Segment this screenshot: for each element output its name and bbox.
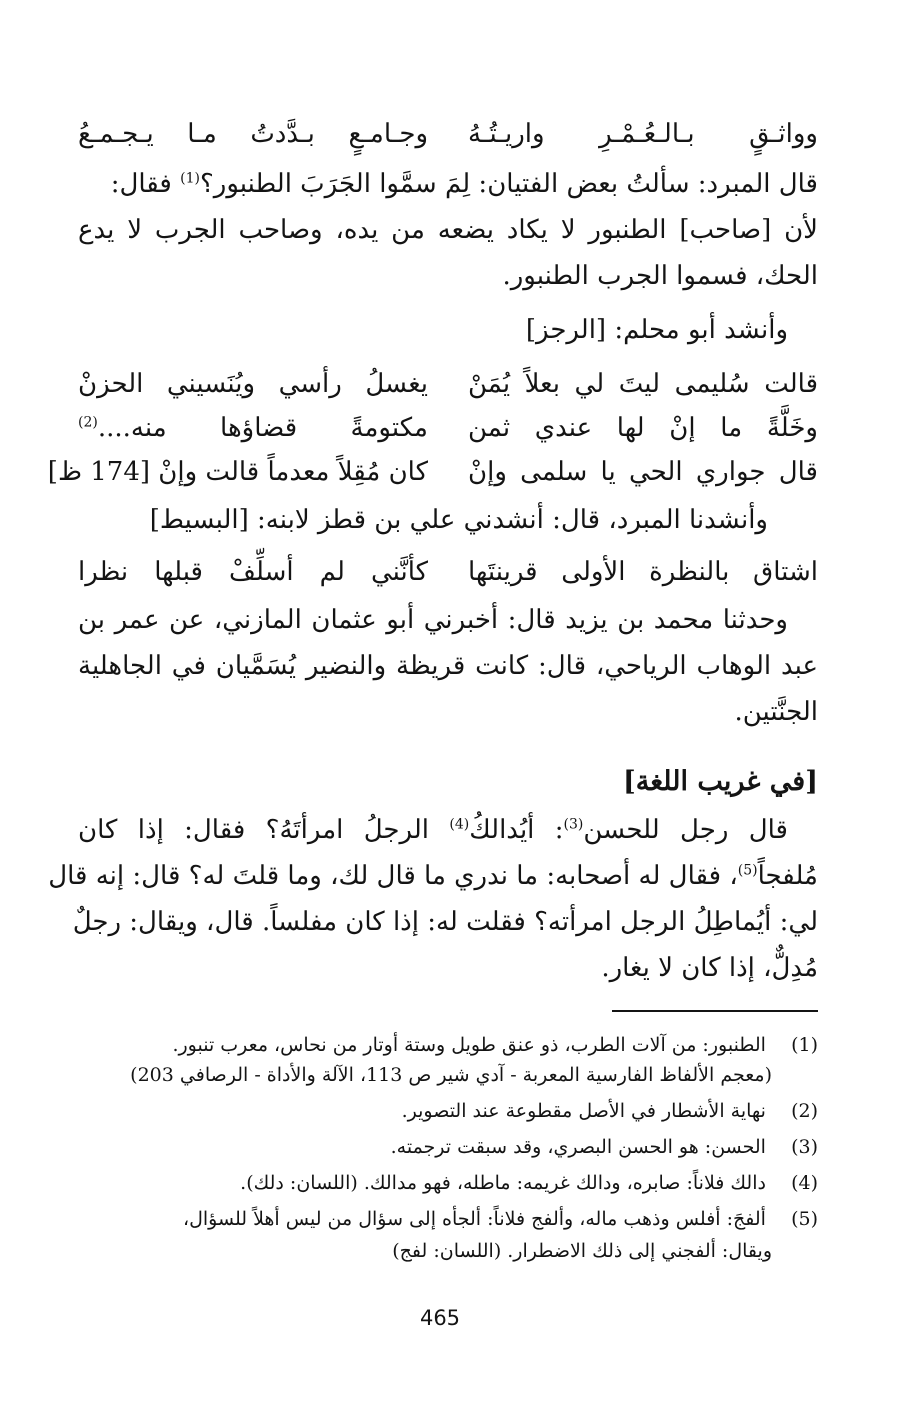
verse-second-hemistich: مكتومةً قضاؤها منه....$^{(2)}$ [78, 413, 428, 443]
verse-first-hemistich: قالت سُليمى ليتَ لي بعلاً يُمَنْ [468, 369, 818, 399]
para3-line2: مُلفجاً$^{(5)}$، فقال له أصحابه: ما ندري ما قال لك، وما قلتَ له؟ قال: إنه قال [48, 861, 818, 891]
footnote-number: (1) [791, 1034, 818, 1056]
para1-line1: قال المبرد: سألتُ بعض الفتيان: لِمَ سمَّوا الجَرَبَ الطنبور؟$^{(1)}$ فقال: [110, 169, 818, 199]
footnote-ref-3[interactable]: (3) [563, 816, 584, 833]
verse-first-hemistich: اشتاق بالنظرة الأولى قرينتَها [468, 557, 818, 587]
para1-line3: الحك، فسموا الجرب الطنبور. [502, 261, 818, 291]
footnote-ref-2[interactable]: (2) [78, 414, 98, 431]
footnote-ref-4[interactable]: (4) [449, 816, 470, 833]
verse-second-hemistich: يغسلُ رأسي ويُنَسيني الحزنْ [78, 369, 428, 399]
rajaz-verse-1 [78, 364, 818, 404]
rajaz-verse-2 [78, 408, 818, 448]
footnote-3: (3) الحسن: هو الحسن البصري، وقد سبقت ترجمته. [78, 1132, 818, 1162]
footnote-4: (4) دالك فلاناً: صابره، ودالك غريمه: ماطله، فهو مدالك. (اللسان: دلك). [78, 1168, 818, 1198]
intro-rajaz: وأنشد أبو محلم: [الرجز] [525, 315, 788, 345]
verse-first-hemistich: وواثـقٍ بـالـعُـمْـرِ واريـتُـهُ [468, 119, 818, 149]
verse-first-hemistich: قال جواري الحي يا سلمى وإنْ [468, 457, 818, 487]
para3-line4: مُدِلٌّ، إذا كان لا يغار. [601, 953, 818, 983]
footnote-separator [612, 1010, 818, 1012]
footnote-5-cont: ويقال: ألفجني إلى ذلك الاضطرار. (اللسان: لفج) [392, 1240, 772, 1262]
basit-verse [78, 552, 818, 592]
para3-line3: لي: أيُماطِلُ الرجل امرأته؟ فقلت له: إذا كان مفلساً. قال، ويقال: رجلٌ [72, 907, 818, 937]
para2-line2: عبد الوهاب الرياحي، قال: كانت قريظة والنضير يُسَمَّيان في الجاهلية [78, 651, 818, 681]
intro-basit: وأنشدنا المبرد، قال: أنشدني علي بن قطز لابنه: [البسيط] [149, 505, 768, 535]
verse-second-hemistich: كان مُقِلاً معدماً قالت وإنْ [174 ظ] [47, 457, 428, 487]
footnote-ref-5[interactable]: (5) [737, 862, 758, 879]
para3-line1: قال رجل للحسن$^{(3)}$: أيُدالكُ$^{(4)}$ الرجلُ امرأتَهُ؟ فقال: إذا كان [78, 815, 788, 845]
footnote-number: (3) [791, 1136, 818, 1158]
footnote-1-cont: (معجم الألفاظ الفارسية المعربة - آدي شير ص 113، الآلة والأداة - الرصافي 203) [130, 1064, 772, 1086]
verse-second-hemistich: وجـامـعٍ بـدَّدتُ مـا يـجـمـعُ [78, 119, 428, 149]
para2-line3: الجنَّتين. [734, 697, 818, 727]
footnote-2: (2) نهاية الأشطار في الأصل مقطوعة عند التصوير. [78, 1096, 818, 1126]
footnote-number: (5) [791, 1208, 818, 1230]
verse-second-hemistich: كأنَّني لم أسلِّفْ قبلها نظرا [78, 557, 428, 587]
footnote-ref-1[interactable]: (1) [180, 170, 200, 187]
page-number: 465 [419, 1306, 461, 1330]
para2-line1: وحدثنا محمد بن يزيد قال: أخبرني أبو عثمان المازني، عن عمر بن [78, 605, 788, 635]
footnote-number: (2) [791, 1100, 818, 1122]
para1-line2: لأن [صاحب] الطنبور لا يكاد يضعه من يده، وصاحب الجرب لا يدع [78, 215, 818, 245]
footnote-5: (5) ألفجَ: أفلس وذهب ماله، وألفج فلاناً: ألجأه إلى سؤال من ليس أهلاً للسؤال، [78, 1204, 818, 1234]
verse-first-hemistich: وخَلَّةً ما إنْ لها عندي ثمن [468, 413, 818, 443]
verse-top [78, 114, 818, 154]
footnote-number: (4) [791, 1172, 818, 1194]
section-heading: [في غريب اللغة] [623, 766, 818, 797]
footnote-1: (1) الطنبور: من آلات الطرب، ذو عنق طويل وستة أوتار من نحاس، معرب تنبور. [78, 1030, 818, 1060]
rajaz-verse-3 [47, 452, 818, 492]
